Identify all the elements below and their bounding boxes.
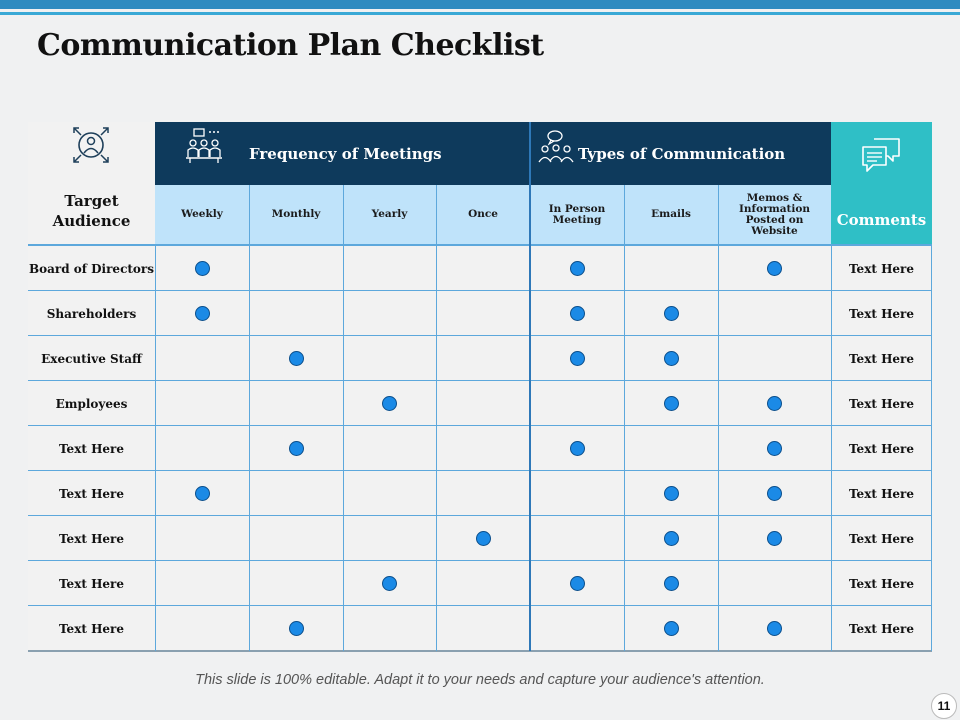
comments-header-label: Comments — [836, 211, 927, 229]
column-header — [249, 185, 343, 244]
check-dot — [767, 531, 782, 546]
check-dot — [767, 396, 782, 411]
footer-note: This slide is 100% editable. Adapt it to your needs and capture your audience's attention. — [195, 672, 765, 688]
column-divider — [831, 245, 832, 651]
row-label: Text Here — [59, 486, 124, 501]
row-label: Text Here — [59, 621, 124, 636]
table-row — [28, 606, 932, 651]
table-row — [28, 426, 932, 471]
check-dot — [289, 441, 304, 456]
column-divider — [436, 185, 437, 651]
column-header-label: Monthly — [271, 208, 321, 220]
row-divider — [28, 290, 932, 291]
top-accent-line — [0, 12, 960, 15]
check-dot — [664, 531, 679, 546]
meeting-icon — [184, 127, 224, 165]
check-dot — [289, 351, 304, 366]
page-number: 11 — [931, 693, 957, 719]
column-header — [436, 185, 530, 244]
check-dot — [476, 531, 491, 546]
check-dot — [382, 396, 397, 411]
column-header-label: Emails — [651, 208, 691, 220]
check-dot — [767, 261, 782, 276]
column-header-label: Once — [468, 208, 498, 220]
table-row — [28, 561, 932, 606]
row-label: Shareholders — [46, 306, 137, 321]
table-row — [28, 336, 932, 381]
table-row — [28, 381, 932, 426]
column-divider — [343, 185, 344, 651]
types-group-label: Types of Communication — [578, 145, 786, 163]
column-header-label: Weekly — [181, 208, 223, 220]
column-header — [624, 185, 718, 244]
check-dot — [195, 261, 210, 276]
check-dot — [570, 306, 585, 321]
check-dot — [664, 621, 679, 636]
row-divider — [28, 425, 932, 426]
column-header — [343, 185, 436, 244]
column-divider — [624, 185, 625, 651]
row-divider — [28, 335, 932, 336]
check-dot — [664, 306, 679, 321]
row-label: Executive Staff — [41, 351, 142, 366]
row-label: Board of Directors — [28, 261, 154, 276]
row-divider — [28, 560, 932, 561]
target-audience-icon — [70, 124, 112, 166]
column-header — [530, 185, 624, 244]
check-dot — [767, 486, 782, 501]
chat-bubbles-icon — [860, 136, 902, 176]
top-accent-bar — [0, 0, 960, 9]
check-dot — [195, 306, 210, 321]
column-header-label: Memos & Information Posted on Website — [739, 191, 810, 237]
check-dot — [664, 486, 679, 501]
column-divider — [155, 245, 156, 651]
row-comment[interactable]: Text Here — [849, 486, 914, 501]
row-divider — [28, 380, 932, 381]
column-header — [718, 185, 831, 244]
row-label: Text Here — [59, 441, 124, 456]
row-label: Text Here — [59, 531, 124, 546]
check-dot — [570, 261, 585, 276]
header-divider — [28, 244, 932, 245]
check-dot — [289, 621, 304, 636]
row-label: Employees — [55, 396, 128, 411]
right-border — [931, 245, 932, 651]
check-dot — [664, 576, 679, 591]
row-comment[interactable]: Text Here — [849, 396, 914, 411]
row-divider — [28, 650, 932, 652]
row-divider — [28, 245, 932, 246]
column-header-label: In Person Meeting — [548, 202, 606, 226]
table-row — [28, 471, 932, 516]
column-divider — [249, 185, 250, 651]
check-dot — [664, 396, 679, 411]
team-chat-icon — [538, 128, 574, 164]
table-row — [28, 291, 932, 336]
row-comment[interactable]: Text Here — [849, 531, 914, 546]
row-comment[interactable]: Text Here — [849, 351, 914, 366]
check-dot — [570, 351, 585, 366]
page-title: Communication Plan Checklist — [37, 28, 544, 63]
target-audience-label: Target Audience — [52, 192, 131, 230]
column-divider — [718, 185, 719, 651]
table-row — [28, 246, 932, 291]
check-dot — [767, 621, 782, 636]
check-dot — [664, 351, 679, 366]
column-header-label: Yearly — [371, 208, 408, 220]
check-dot — [570, 441, 585, 456]
row-divider — [28, 605, 932, 606]
row-comment[interactable]: Text Here — [849, 306, 914, 321]
row-divider — [28, 515, 932, 516]
check-dot — [767, 441, 782, 456]
frequency-group-label: Frequency of Meetings — [249, 145, 442, 163]
row-divider — [28, 470, 932, 471]
column-divider — [529, 122, 531, 651]
row-comment[interactable]: Text Here — [849, 576, 914, 591]
check-dot — [570, 576, 585, 591]
column-header — [155, 185, 249, 244]
row-comment[interactable]: Text Here — [849, 261, 914, 276]
check-dot — [195, 486, 210, 501]
row-label: Text Here — [59, 576, 124, 591]
row-comment[interactable]: Text Here — [849, 441, 914, 456]
check-dot — [382, 576, 397, 591]
row-comment[interactable]: Text Here — [849, 621, 914, 636]
